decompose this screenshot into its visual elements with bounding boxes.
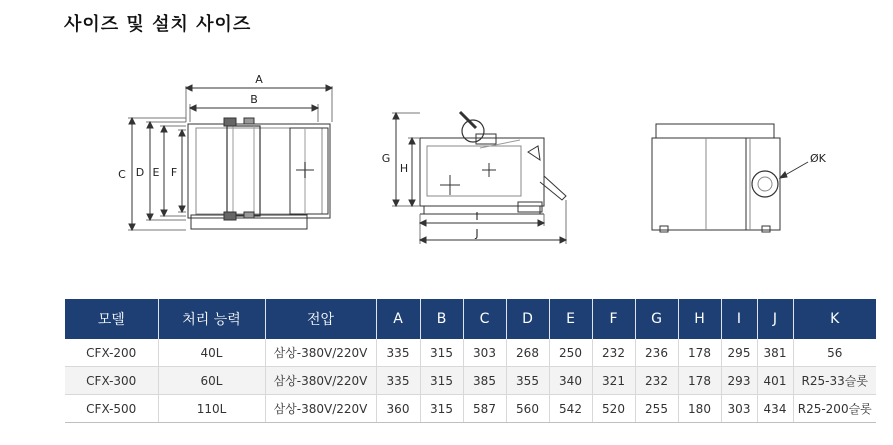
cell-c: 587 <box>463 395 506 423</box>
cell-voltage: 삼상-380V/220V <box>265 367 376 395</box>
header-d: D <box>506 299 549 339</box>
page-title: 사이즈 및 설치 사이즈 <box>64 14 252 35</box>
dim-label-f: F <box>170 166 178 179</box>
cell-k: R25-33슬롯 <box>793 367 876 395</box>
cell-a: 360 <box>376 395 420 423</box>
cell-d: 355 <box>506 367 549 395</box>
header-h: H <box>678 299 721 339</box>
dim-label-e: E <box>152 166 160 179</box>
dim-label-j: J <box>475 227 479 240</box>
cell-b: 315 <box>420 339 463 367</box>
header-k: K <box>793 299 876 339</box>
front-view-drawing <box>652 124 808 232</box>
header-e: E <box>549 299 592 339</box>
cell-c: 303 <box>463 339 506 367</box>
cell-voltage: 삼상-380V/220V <box>265 339 376 367</box>
top-view-drawing <box>128 85 332 230</box>
cell-i: 295 <box>721 339 757 367</box>
cell-d: 268 <box>506 339 549 367</box>
cell-k: R25-200슬롯 <box>793 395 876 423</box>
dim-label-i: I <box>475 210 479 223</box>
header-model: 모델 <box>65 299 158 339</box>
cell-g: 236 <box>635 339 678 367</box>
header-i: I <box>721 299 757 339</box>
header-capacity: 처리 능력 <box>158 299 265 339</box>
dim-label-phi-k: ØK <box>810 152 826 165</box>
cell-k: 56 <box>793 339 876 367</box>
table-row <box>65 367 876 395</box>
dim-label-g: G <box>381 152 391 165</box>
cell-capacity: 40L <box>158 339 265 367</box>
cell-i: 293 <box>721 367 757 395</box>
cell-h: 178 <box>678 367 721 395</box>
header-b: B <box>420 299 463 339</box>
cell-j: 381 <box>757 339 793 367</box>
cell-f: 232 <box>592 339 635 367</box>
dim-label-d: D <box>135 166 145 179</box>
cell-capacity: 60L <box>158 367 265 395</box>
header-voltage: 전압 <box>265 299 376 339</box>
cell-j: 401 <box>757 367 793 395</box>
cell-capacity: 110L <box>158 395 265 423</box>
table-row <box>65 339 876 367</box>
header-c: C <box>463 299 506 339</box>
cell-model: CFX-300 <box>65 367 158 395</box>
header-a: A <box>376 299 420 339</box>
header-j: J <box>757 299 793 339</box>
cell-e: 340 <box>549 367 592 395</box>
table-row <box>65 395 876 423</box>
dim-label-a: A <box>255 73 263 86</box>
cell-voltage: 삼상-380V/220V <box>265 395 376 423</box>
cell-b: 315 <box>420 367 463 395</box>
cell-a: 335 <box>376 367 420 395</box>
cell-j: 434 <box>757 395 793 423</box>
table-header-row <box>65 299 876 339</box>
cell-f: 520 <box>592 395 635 423</box>
cell-f: 321 <box>592 367 635 395</box>
dim-label-h: H <box>399 162 409 175</box>
header-g: G <box>635 299 678 339</box>
cell-b: 315 <box>420 395 463 423</box>
cell-g: 255 <box>635 395 678 423</box>
side-view-drawing <box>392 112 566 244</box>
dim-label-c: C <box>118 168 126 181</box>
cell-h: 180 <box>678 395 721 423</box>
spec-table <box>65 299 876 423</box>
cell-h: 178 <box>678 339 721 367</box>
cell-c: 385 <box>463 367 506 395</box>
dim-label-b: B <box>250 93 258 106</box>
cell-e: 542 <box>549 395 592 423</box>
header-f: F <box>592 299 635 339</box>
cell-g: 232 <box>635 367 678 395</box>
cell-d: 560 <box>506 395 549 423</box>
cell-a: 335 <box>376 339 420 367</box>
cell-e: 250 <box>549 339 592 367</box>
cell-i: 303 <box>721 395 757 423</box>
cell-model: CFX-500 <box>65 395 158 423</box>
cell-model: CFX-200 <box>65 339 158 367</box>
